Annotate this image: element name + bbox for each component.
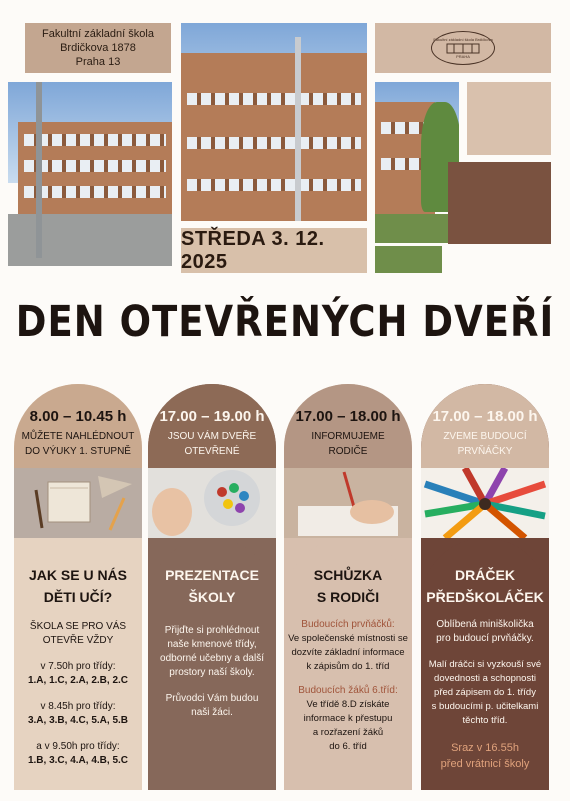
column-subtitle: JSOU VÁM DVEŘE OTEVŘENÉ: [167, 431, 257, 457]
column-text-detail: Malí dráčci si vyzkouší své dovednosti a schopnosti před zápisem do 1. třídy s budoucími p. učitelkami těchto tříd.: [428, 659, 542, 726]
notebook-icon: [14, 468, 142, 538]
writing-hand-icon: [284, 468, 412, 538]
column-heading: SCHŮZKA S RODIČI: [313, 567, 383, 605]
school-address: [25, 23, 171, 73]
school-logo: [375, 23, 551, 73]
notebook-photo: [14, 468, 142, 538]
column-lessons: [14, 384, 142, 790]
address-line-1: Fakultní základní škola: [42, 28, 154, 40]
column-subtitle: INFORMUJEME RODIČE: [311, 431, 385, 457]
slot-1: v 7.50h pro třídy: 1.A, 1.C, 2.A, 2.B, 2.C: [27, 661, 129, 686]
decor-square-brown: [448, 162, 551, 244]
event-date: STŘEDA 3. 12. 2025: [181, 228, 367, 273]
column-text: Přijďte si prohlédnout naše kmenové třídy, odborné učebny a další prostory naší školy.: [160, 625, 264, 678]
pencils-photo: [421, 468, 549, 538]
column-subtitle: MŮŽETE NAHLÉDNOUT DO VÝUKY 1. STUPNĚ: [21, 431, 135, 457]
column-preschool: [421, 384, 549, 790]
logo-text: Fakultní základní škola Brdičkova: [433, 37, 493, 42]
photo-grass: [375, 246, 442, 273]
school-photo-left: [8, 82, 172, 266]
column-time: 17.00 – 18.00 h: [295, 408, 401, 425]
column-text-guides: Průvodci Vám budou naši žáci.: [165, 693, 259, 718]
column-heading: JAK SE U NÁS DĚTI UČÍ?: [28, 567, 128, 605]
column-heading: PREZENTACE ŠKOLY: [165, 567, 259, 605]
logo-emblem: [431, 31, 495, 65]
group-2-title: Budoucích žáků 6.tříd:: [298, 685, 398, 696]
meeting-point: Sraz v 16.55h před vrátnicí školy: [440, 742, 530, 770]
crayons-photo: [148, 468, 276, 538]
page-title: DEN OTEVŘENÝCH DVEŘÍ: [15, 296, 555, 347]
column-time: 17.00 – 19.00 h: [159, 408, 265, 425]
column-time: 8.00 – 10.45 h: [29, 408, 127, 425]
colored-pencils-icon: [421, 468, 549, 538]
decor-square-beige: [467, 82, 551, 155]
group-1-text: Ve společenské místnosti se dozvíte základní informace k zápisům do 1. tříd: [288, 633, 408, 672]
school-photo-right: [375, 82, 459, 243]
column-time: 17.00 – 18.00 h: [432, 408, 538, 425]
column-presentation: [148, 384, 276, 790]
group-1-title: Budoucích prvňáčků:: [301, 619, 395, 630]
address-line-3: Praha 13: [75, 56, 121, 68]
logo-city: PRAHA: [456, 54, 470, 59]
slot-3: a v 9.50h pro třídy: 1.B, 3.C, 4.A, 4.B, 5.C: [27, 741, 129, 766]
column-parents-meeting: [284, 384, 412, 790]
address-line-2: Brdičkova 1878: [60, 42, 136, 54]
column-intro: ŠKOLA SE PRO VÁS OTEVŘE VŽDY: [29, 621, 127, 646]
column-text: Oblíbená miniškolička pro budoucí prvňáčky.: [436, 619, 534, 644]
building-icon: [446, 42, 480, 54]
group-2-text: Ve třídě 8.D získáte informace k přestupu a rozřazení žáků do 6. tříd: [303, 699, 393, 752]
school-photo-center: [181, 23, 367, 221]
crayons-icon: [148, 468, 276, 538]
column-heading: DRÁČEK PŘEDŠKOLÁČEK: [426, 567, 544, 605]
slot-2: v 8.45h pro třídy: 3.A, 3.B, 4.C, 5.A, 5.B: [27, 701, 129, 726]
column-subtitle: ZVEME BUDOUCÍ PRVŇÁČKY: [443, 431, 527, 457]
writing-photo: [284, 468, 412, 538]
